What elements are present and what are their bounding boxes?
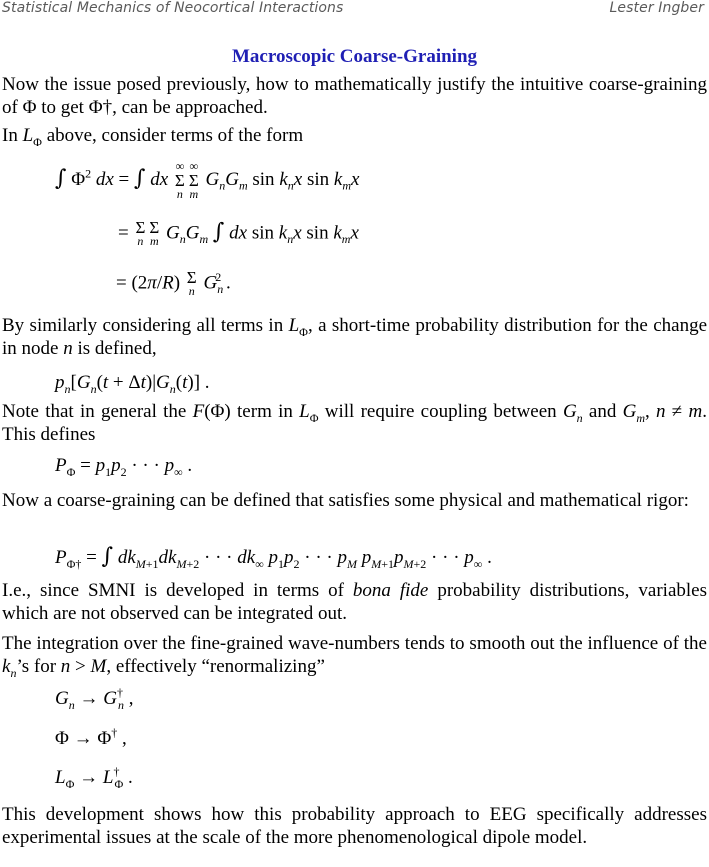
- equation-renorm-phi: Φ → Φ† ,: [55, 725, 127, 749]
- paragraph-coarse-graining: Now a coarse-graining can be defined that satisfies some physical and mathematical rigor:: [2, 490, 689, 511]
- paragraph-conclusion: This development shows how this probability approach to EEG specifically addresses experimental issues at the scale of the more phenomenological dipole model.: [2, 804, 707, 848]
- paragraph-bona-fide: I.e., since SMNI is developed in terms of bona fide probability distributions, variables which are not observed can be integrated out.: [2, 580, 707, 624]
- equation-integral-2: = Σ n Σ m $G_nG_m$ ∫ dx $\sin k_nx$ $\sin k_mx$: [118, 218, 359, 248]
- section-title: Macroscopic Coarse-Graining: [231, 46, 478, 67]
- paragraph-short-time: By similarly considering all terms in $L_\Phi$, a short-time probability distribution for the change in node n is defined,: [2, 315, 707, 359]
- equation-renorm-G: $G_n \to G^\dagger_n$ ,: [55, 685, 134, 712]
- equation-integral-1: ∫ $\Phi^2$ dx = ∫ dx ∞ Σ n ∞ Σ m $G_nG_m$ $\sin k_nx$ $\sin k_mx$: [55, 159, 360, 201]
- paragraph-terms: In $L_\Phi$ above, consider terms of the form: [2, 125, 304, 149]
- paragraph-coupling: Note that in general the F(Φ) term in $L_\Phi$ will require coupling between $G_n$ and $G_m$, n ≠ m. This defines: [2, 401, 707, 445]
- running-header: [0, 0, 709, 18]
- paragraph-renormalizing: The integration over the fine-grained wave-numbers tends to smooth out the influence of the $k_n’s$ for n > M, effectively “renormalizing”: [2, 633, 707, 680]
- equation-integral-3: = (2π/R) Σ n $G_n^2$ .: [116, 268, 231, 298]
- equation-product: $P_\Phi = p_1p_2$ · · · $p_\infty$ .: [55, 455, 193, 479]
- header-title: Statistical Mechanics of Neocortical Interactions: [2, 0, 344, 16]
- equation-node-distribution: $p_n[G_n(t + \Delta t)|G_n(t)]$ .: [55, 372, 210, 396]
- equation-renorm-L: $L_\Phi \to L^\dagger_\Phi$ .: [55, 764, 133, 791]
- paragraph-intro: Now the issue posed previously, how to mathematically justify the intuitive coarse-graining of Φ to get Φ†, can be approached.: [2, 74, 707, 118]
- equation-coarse-grained: $P_{\Phi\dagger}$ = ∫ $dk_{M+1}dk_{M+2}$ · · · $dk_\infty$ $p_1p_2$ · · · $p_M$ $p_{M+1}p_{M+2}$ · · · $p_\infty$ .: [55, 544, 492, 571]
- header-author: Lester Ingber: [609, 0, 704, 16]
